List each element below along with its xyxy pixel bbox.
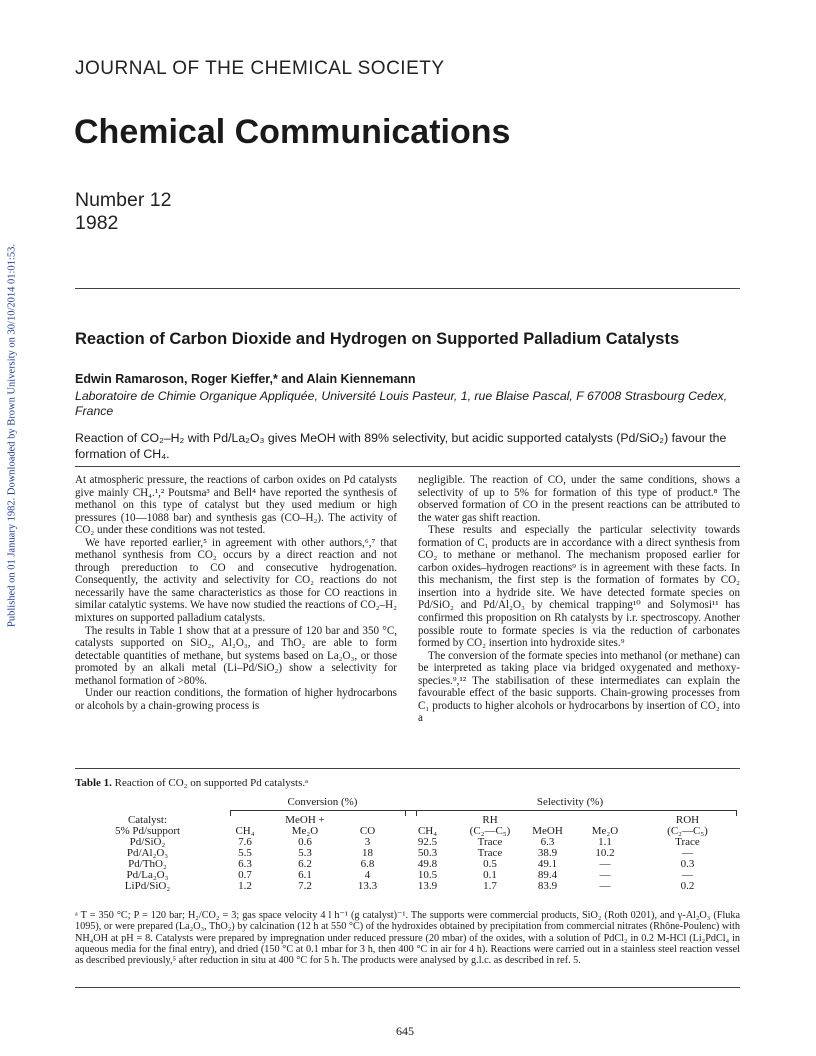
table-cell: 0.7 [238,869,252,881]
issue-number: Number 12 [75,189,172,211]
paragraph: At atmospheric pressure, the reactions of carbon oxides on Pd catalysts give mainly CH₄.¹,² Poutsma³ and Bell⁴ have reported the synthesis of methanol on this type of catalyst but they used medium or high pressures (10—1088 bar) and synthesis gas (CO–H₂). The activity of CO₂ under these conditions was not tested. [75,474,397,537]
table-cell: — [599,880,611,892]
table-cell: Trace [477,836,503,848]
table-cell: Trace [477,847,503,859]
results-table [75,815,740,892]
table-row [75,870,740,881]
table-row [75,881,740,892]
paragraph: The conversion of the formate species into methanol (or methane) can be interpreted as taking place via bridged oxygenated and methoxy-species.⁹,¹² The stabilisation of these intermediates can explain the favourable effect of the basic supports. Chain-growing processes from C₁ products to higher alcohols or hydrocarbons by insertion of CO₂ into a [418,649,740,725]
table-cell: Trace [675,836,700,848]
table-cell: 49.1 [537,858,558,870]
table-cell: 7.2 [298,880,312,892]
paragraph: negligible. The reaction of CO, under the same conditions, shows a selectivity of up to 5% for formation of this type of product.⁸ The observed formation of CO in the present reactions can be attributed to the water gas shift reaction. [418,474,740,524]
table-bottom-rule [75,987,740,988]
table-cell: 89.4 [537,869,558,881]
table-row [75,848,740,859]
table-cell: 6.8 [360,858,375,870]
table-caption [75,777,308,789]
table-header-cell: CH₄ [235,825,255,837]
table-cell: 10.2 [595,847,615,859]
table-header-cell: CH₄ [417,825,438,837]
table-cell: 0.2 [680,880,695,892]
article-affiliation: Laboratoire de Chimie Organique Appliquée, Université Louis Pasteur, 1, rue Blaise Pascal, F 67008 Strasbourg Cedex, France [75,389,728,418]
table-cell: 50.3 [417,847,438,859]
article-title: Reaction of Carbon Dioxide and Hydrogen on Supported Palladium Catalysts [75,330,680,348]
table-header-cell: 5% Pd/support [114,825,181,837]
table-header-cell: Me₂O [291,825,319,837]
article-abstract: Reaction of CO₂–H₂ with Pd/La₂O₃ gives MeOH with 89% selectivity, but acidic supported catalysts (Pd/SiO₂) favour the formation of CH₄. [75,431,727,461]
table-header-cell: MeOH [532,825,563,837]
table-top-rule [75,768,740,769]
table-footnote: ᵃ T = 350 °C; P = 120 bar; H₂/CO₂ = 3; gas space velocity 4 l h⁻¹ (g catalyst)⁻¹. The supports were commercial products, SiO₂ (Roth 0201), and γ-Al₂O₃ (Fluka 1095), or were prepared (La₂O₃, ThO₂) by calcination (12 h at 550 °C) of the hydroxides obtained by precipitation from commercial nitrates (Rhône-Poulenc) with NH₄OH at pH = 8. Catalysts were prepared by impregnation under reduced pressure (20 mbar) of the oxides, with a solution of PdCl₂ in 0.2 M-HCl (Li₂PdCl₄ in aqueous media for the final entry), and dried (150 °C at 0.1 mbar for 3 h, then 400 °C in air for 4 h). Reactions were carried out in a stainless steel reaction vessel as described previously,⁵ after reduction in situ at 400 °C for 5 h. The products were analysed by g.l.c. as described in ref. 5. [75,910,740,967]
issue-year: 1982 [75,212,119,234]
table-cell: 0.6 [298,836,312,848]
table-header-cell: CO [359,825,376,837]
table-header-cell: (C₂—C₅) [667,825,708,837]
group-header-conversion: Conversion (%) [287,796,358,808]
download-watermark: Published on 01 January 1982. Downloaded by Brown University on 30/10/2014 01:01:53. [6,244,18,627]
table-caption-text: Reaction of CO₂ on supported Pd catalysts.ᵃ [114,777,309,789]
table-cell: Pd/ThO₂ [128,858,167,870]
table-cell: 6.2 [298,858,312,870]
table-cell: 6.1 [298,869,312,881]
table-row [75,859,740,870]
group-header-selectivity: Selectivity (%) [536,796,604,808]
paragraph: We have reported earlier,⁵ in agreement with other authors,⁶,⁷ that methanol synthesis from CO₂ occurs by a direct reaction and not through prereduction to CO and consecutive hydrogenation. Consequently, the activity and selectivity for CO₂ reactions do not necessarily have the same characteristics as those for CO reactions in similar catalytic systems. We have now studied the reactions of CO₂–H₂ mixtures on supported palladium catalysts. [75,536,397,625]
table-cell: — [682,869,693,881]
paragraph: Under our reaction conditions, the formation of higher hydrocarbons or alcohols by a chain-growing process is [75,687,397,712]
article-authors: Edwin Ramaroson, Roger Kieffer,* and Alain Kiennemann [75,372,416,386]
table-cell: 0.3 [680,858,695,870]
table-cell: 0.1 [483,869,497,881]
table-cell: LiPd/SiO₂ [124,880,171,892]
table-cell: 6.3 [540,836,555,848]
body-column-left [75,474,397,712]
table-cell: — [599,858,611,870]
table-header-cell: RH [482,814,498,826]
table-cell: 13.9 [417,880,438,892]
header-rule [75,288,740,289]
body-column-right [418,474,740,725]
table-label: Table 1. [75,777,112,789]
page-number: 645 [396,1024,414,1038]
table-header-cell: Me₂O [591,825,619,837]
table-cell: Pd/Al₂O₃ [126,847,169,859]
table-cell: 7.6 [238,836,252,848]
table-cell: 18 [362,847,373,859]
table-cell: 13.3 [357,880,378,892]
table-cell: 1.2 [238,880,252,892]
table-cell: 0.5 [483,858,497,870]
table-cell: Pd/La₂O₃ [126,869,169,881]
table-cell: — [682,847,693,859]
table-header-cell: (C₂—C₅) [469,825,511,837]
table-cell: 49.8 [417,858,438,870]
journal-title: Chemical Communications [74,113,511,151]
table-header-cell: MeOH + [285,814,325,826]
table-header-row [75,826,740,837]
table-cell: 5.5 [238,847,252,859]
paragraph: These results and especially the particular selectivity towards formation of C₁ products are in accordance with a direct synthesis from CO₂ to methane or methanol. The mechanism proposed earlier for carbon oxides–hydrogen reactions⁹ is in agreement with these facts. In this mechanism, the first step is the formation of formates by CO₂ insertion into a hydride site. We have detected formate species on Pd/SiO₂ and Pd/Al₂O₃ by chemical trapping¹⁰ and Solymosi¹¹ has confirmed this proposition on Rh catalysts by i.r. spectroscopy. Another possible route to formate species is via the reduction of carbonates formed by CO₂ insertion into hydroxide sites.⁹ [418,524,740,650]
table-cell: 3 [364,836,371,848]
table-cell: 4 [364,869,371,881]
table-header-cell: Catalyst: [127,814,168,826]
table-cell: Pd/SiO₂ [129,836,166,848]
paragraph: The results in Table 1 show that at a pressure of 120 bar and 350 °C, catalysts supported on SiO₂, Al₂O₃, and ThO₂ are able to form detectable quantities of methane, but systems based on La₂O₃, or those promoted by an alkali metal (Li–Pd/SiO₂) show a selectivity for methanol formation of >80%. [75,624,397,687]
journal-name: JOURNAL OF THE CHEMICAL SOCIETY [75,58,445,79]
table-cell: 1.7 [483,880,497,892]
table-cell: 38.9 [537,847,558,859]
table-cell: 83.9 [537,880,558,892]
table-cell: — [599,869,611,881]
table-cell: 10.5 [417,869,438,881]
table-cell: 5.3 [298,847,312,859]
table-row [75,837,740,848]
table-cell: 1.1 [598,836,612,848]
table-header-cell: ROH [675,814,700,826]
table-cell: 92.5 [417,836,438,848]
abstract-rule [75,466,740,467]
table-cell: 6.3 [238,858,252,870]
